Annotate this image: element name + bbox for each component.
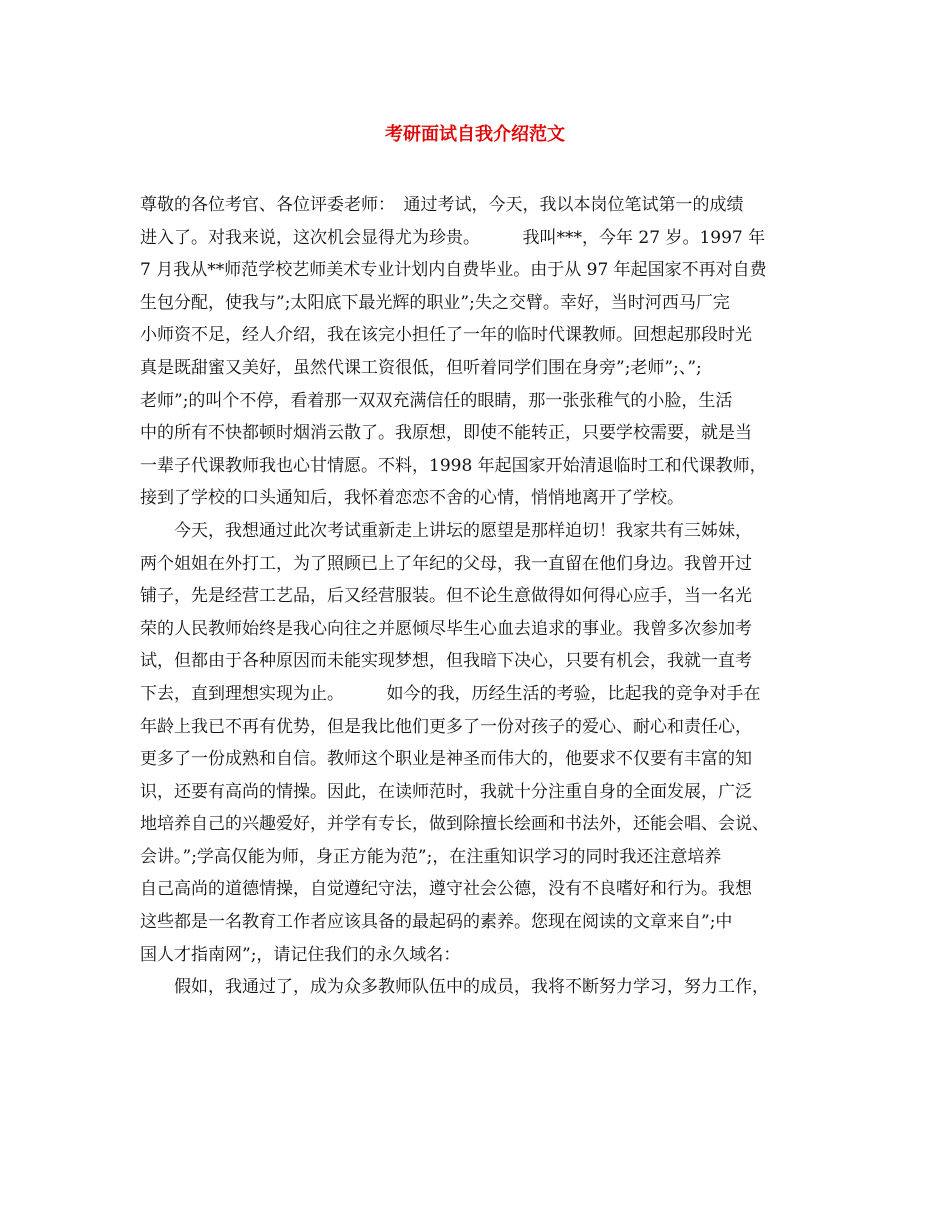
body-line: 下去，直到理想实现为止。 如今的我，历经生活的考验，比起我的竞争对手在 — [140, 683, 761, 704]
body-line: 自己高尚的道德情操，自觉遵纪守法，遵守社会公德，没有不良嗜好和行为。我想 — [140, 879, 752, 900]
body-line: 试，但都由于各种原因而未能实现梦想，但我暗下决心，只要有机会，我就一直考 — [140, 651, 752, 672]
body-line: 识，还要有高尚的情操。因此，在读师范时，我就十分注重自身的全面发展，广泛 — [140, 781, 752, 802]
body-line: 地培养自己的兴趣爱好，并学有专长，做到除擅长绘画和书法外，还能会唱、会说、 — [140, 814, 769, 835]
body-line: 会讲。”;学高仅能为师，身正方能为范”;，在注重知识学习的同时我还注意培养 — [140, 846, 722, 867]
body-line: 进入了。对我来说，这次机会显得尤为珍贵。 我叫***，今年 27 岁。1997 年 — [140, 227, 766, 248]
body-line: 真是既甜蜜又美好，虽然代课工资很低，但听着同学们围在身旁”;老师”;、”; — [140, 357, 702, 378]
body-line: 生包分配，使我与”;太阳底下最光辉的职业”;失之交臂。幸好，当时河西马厂完 — [140, 292, 730, 313]
body-line: 一辈子代课教师我也心甘情愿。不料，1998 年起国家开始清退临时工和代课教师， — [140, 455, 767, 476]
body-line: 更多了一份成熟和自信。教师这个职业是神圣而伟大的，他要求不仅要有丰富的知 — [140, 749, 752, 770]
body-line: 这些都是一名教育工作者应该具备的最起码的素养。您现在阅读的文章来自”;中 — [140, 912, 733, 933]
body-line: 荣的人民教师始终是我心向往之并愿倾尽毕生心血去追求的事业。我曾多次参加考 — [140, 618, 752, 639]
body-line: 假如，我通过了，成为众多教师队伍中的成员，我将不断努力学习，努力工作， — [140, 977, 769, 998]
body-line: 两个姐姐在外打工，为了照顾已上了年纪的父母，我一直留在他们身边。我曾开过 — [140, 553, 752, 574]
body-line: 今天，我想通过此次考试重新走上讲坛的愿望是那样迫切！我家共有三姊妹， — [140, 520, 752, 541]
body-line: 国人才指南网”;，请记住我们的永久域名： — [140, 944, 461, 965]
body-line: 铺子，先是经营工艺品，后又经营服装。但不论生意做得如何得心应手，当一名光 — [140, 586, 752, 607]
body-line: 7 月我从**师范学校艺师美术专业计划内自费毕业。由于从 97 年起国家不再对自费 — [140, 260, 767, 281]
body-line: 老师”;的叫个不停，看着那一双双充满信任的眼睛，那一张张稚气的小脸，生活 — [140, 390, 733, 411]
body-line: 尊敬的各位考官、各位评委老师： 通过考试，今天，我以本岗位笔试第一的成绩 — [140, 195, 744, 215]
body-line: 接到了学校的口头通知后，我怀着恋恋不舍的心情，悄悄地离开了学校。 — [140, 488, 684, 509]
body-line: 小师资不足，经人介绍，我在该完小担任了一年的临时代课教师。回想起那段时光 — [140, 325, 752, 346]
body-line: 年龄上我已不再有优势，但是我比他们更多了一份对孩子的爱心、耐心和责任心， — [140, 716, 752, 737]
document-body — [140, 189, 830, 1004]
document-title: 考研面试自我介绍范文 — [385, 124, 565, 145]
body-line: 中的所有不快都顿时烟消云散了。我原想，即使不能转正，只要学校需要，就是当 — [140, 423, 752, 444]
